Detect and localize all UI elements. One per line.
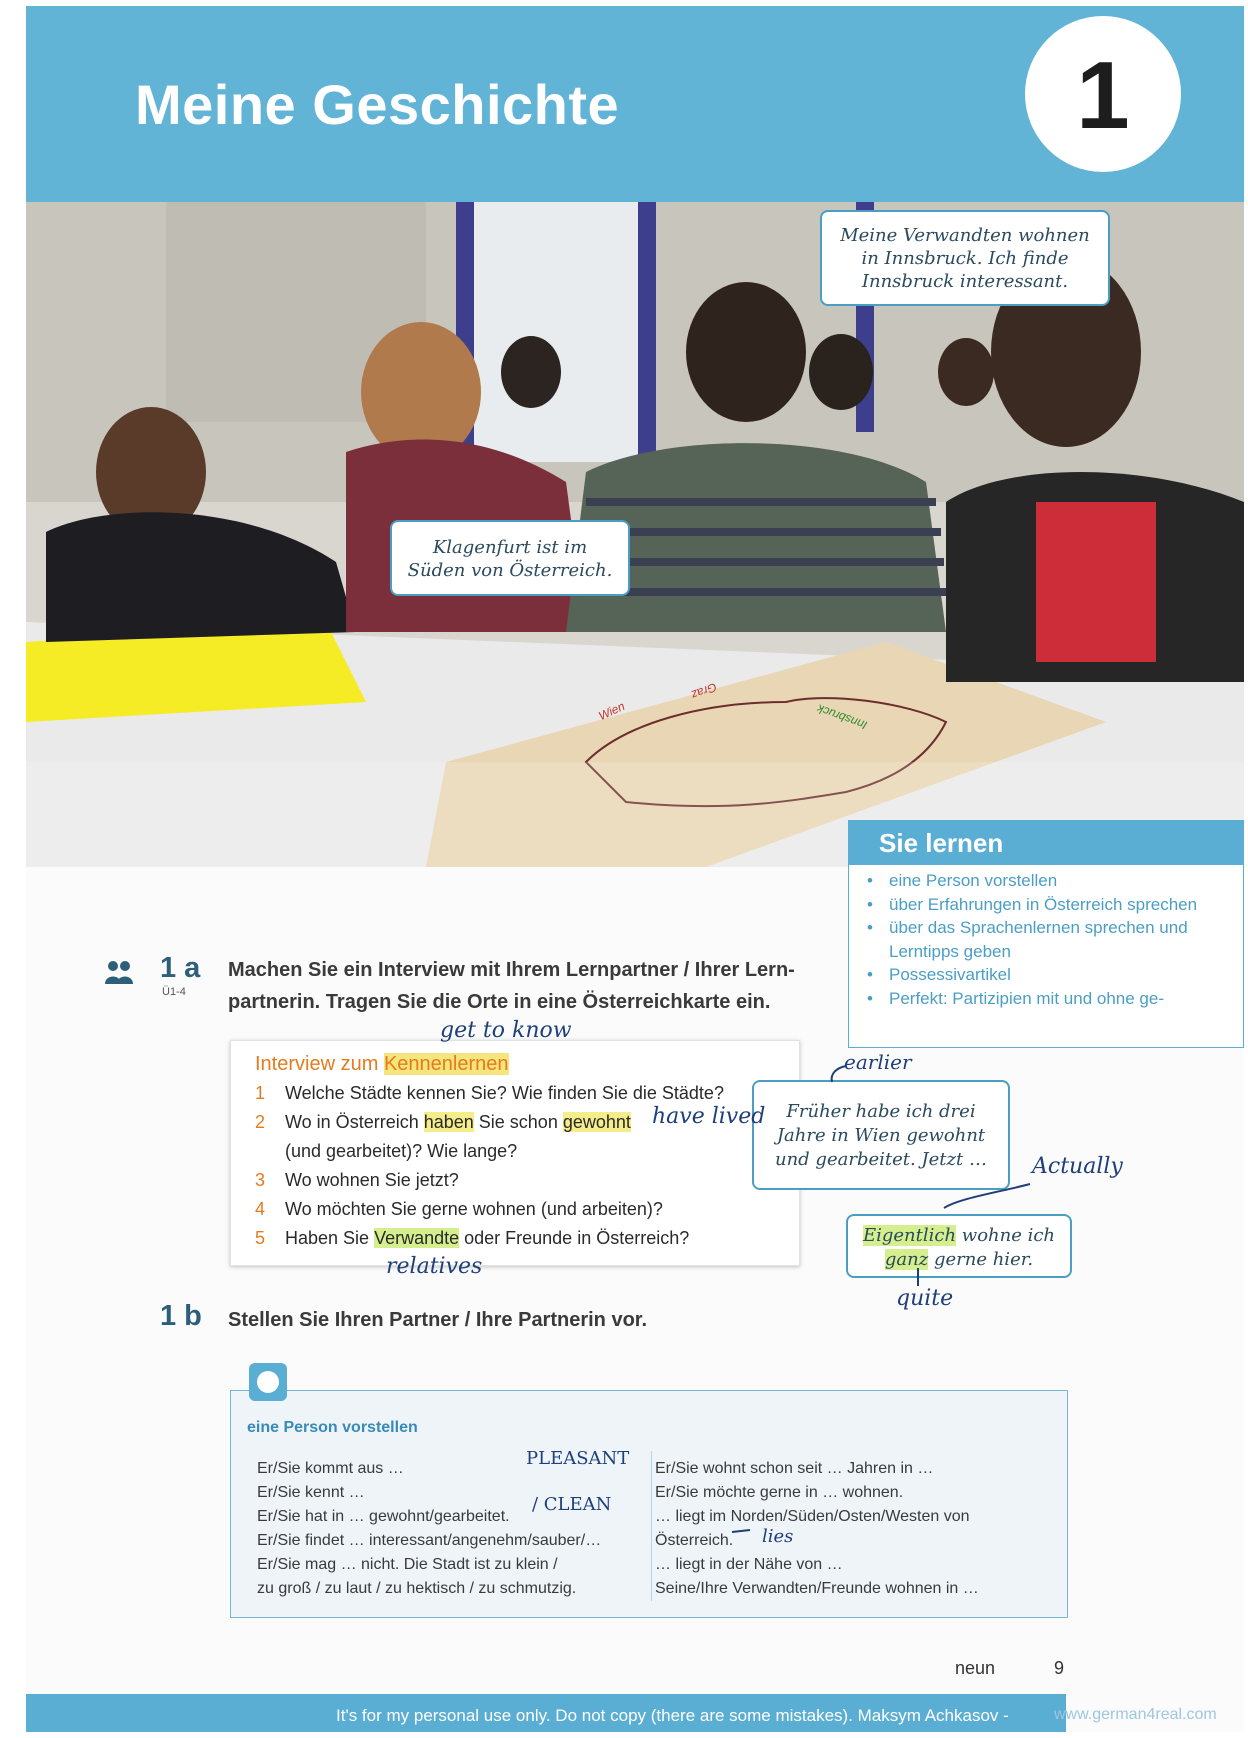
handwritten-get-to-know: get to know bbox=[440, 1018, 572, 1043]
task-1b-instruction: Stellen Sie Ihren Partner / Ihre Partnerin vor. bbox=[228, 1309, 648, 1331]
footer-note: It's for my personal use only. Do not copy (there are some mistakes). Maksym Achkasov - bbox=[336, 1706, 1009, 1725]
phrase-box bbox=[230, 1390, 1068, 1618]
handwritten-pleasant: PLEASANT bbox=[526, 1448, 630, 1469]
speech-balloon-icon bbox=[249, 1363, 287, 1401]
handwritten-relatives: relatives bbox=[386, 1254, 483, 1279]
phrase-line: Er/Sie wohnt schon seit … Jahren in … bbox=[655, 1460, 934, 1477]
phrase-line: Österreich. bbox=[655, 1532, 734, 1549]
task-1a-instruction-line1: Machen Sie ein Interview mit Ihrem Lernpartner / Ihrer Lern- bbox=[228, 959, 795, 981]
interview-question-1: 1 Welche Städte kennen Sie? Wie finden Sie die Städte? bbox=[255, 1083, 724, 1103]
phrase-column-left bbox=[257, 1457, 601, 1601]
phrase-column-divider bbox=[651, 1451, 652, 1601]
phrase-line: Seine/Ihre Verwandten/Freunde wohnen in … bbox=[655, 1580, 979, 1597]
interview-box bbox=[230, 1040, 800, 1266]
learning-goal-item: • über Erfahrungen in Österreich sprechen bbox=[889, 893, 1209, 917]
phrase-line: Er/Sie mag … nicht. Die Stadt ist zu klein / bbox=[257, 1556, 558, 1573]
interview-question-4: 4 Wo möchten Sie gerne wohnen (und arbeiten)? bbox=[255, 1199, 663, 1219]
speech-bubble-eigentlich: Eigentlich wohne ich ganz gerne hier. bbox=[846, 1214, 1072, 1278]
phrase-line: Er/Sie möchte gerne in … wohnen. bbox=[655, 1484, 904, 1501]
map-label-wien: Wien bbox=[596, 698, 627, 724]
interview-question-2: 2 Wo in Österreich haben Sie schon gewohnt bbox=[255, 1112, 631, 1132]
phrase-line: zu groß / zu laut / zu hektisch / zu schmutzig. bbox=[257, 1580, 577, 1597]
chapter-number: 1 bbox=[1076, 42, 1130, 149]
learning-goals-title: Sie lernen bbox=[849, 821, 1243, 865]
phrase-line: … liegt im Norden/Süden/Osten/Westen von bbox=[655, 1508, 970, 1525]
handwritten-quite: quite bbox=[896, 1286, 954, 1311]
speech-bubble-frueher: Früher habe ich drei Jahre in Wien gewohnt und gearbeitet. Jetzt … bbox=[752, 1080, 1010, 1190]
task-1b-number: 1 b bbox=[160, 1300, 202, 1332]
task-1a-instruction-line2: partnerin. Tragen Sie die Orte in eine Österreichkarte ein. bbox=[228, 991, 771, 1013]
handwritten-have-lived: have lived bbox=[652, 1104, 766, 1129]
phrase-column-right bbox=[655, 1457, 979, 1601]
chapter-title: Meine Geschichte bbox=[135, 73, 620, 136]
map-label-innsbruck: Innsbruck bbox=[815, 701, 869, 733]
handwritten-earlier: earlier bbox=[844, 1050, 912, 1074]
footer-url: www.german4real.com bbox=[1054, 1706, 1217, 1723]
handwritten-lies: lies bbox=[762, 1526, 794, 1547]
page-number: 9 bbox=[1054, 1658, 1065, 1678]
handwritten-actually: Actually bbox=[1032, 1154, 1123, 1179]
phrase-line: Er/Sie kommt aus … bbox=[257, 1460, 404, 1477]
phrase-box-title: eine Person vorstellen bbox=[247, 1419, 418, 1436]
interview-title-prefix: Interview zum bbox=[255, 1053, 384, 1075]
handwritten-clean: / CLEAN bbox=[532, 1494, 612, 1515]
phrase-line: … liegt in der Nähe von … bbox=[655, 1556, 843, 1573]
speech-bubble-innsbruck: Meine Verwandten wohnen in Innsbruck. Ich finde Innsbruck interessant. bbox=[820, 210, 1110, 306]
interview-question-2-cont: (und gearbeitet)? Wie lange? bbox=[285, 1141, 518, 1161]
partner-work-icon bbox=[104, 960, 134, 991]
learning-goal-item: • eine Person vorstellen bbox=[889, 869, 1209, 893]
learning-goal-item: • über das Sprachenlernen sprechen und Lerntipps geben bbox=[889, 916, 1209, 963]
learning-goals-box bbox=[848, 820, 1244, 1048]
task-1a-number: 1 a bbox=[160, 952, 201, 984]
learning-goal-item: • Possessivartikel bbox=[889, 963, 1209, 987]
map-label-graz: Graz bbox=[689, 679, 719, 703]
learning-goal-item: • Perfekt: Partizipien mit und ohne ge- bbox=[889, 987, 1209, 1011]
interview-title-highlight: Kennenlernen bbox=[383, 1053, 509, 1075]
interview-question-3: 3 Wo wohnen Sie jetzt? bbox=[255, 1170, 459, 1190]
phrase-line: Er/Sie hat in … gewohnt/gearbeitet. bbox=[257, 1508, 510, 1525]
interview-title bbox=[255, 1053, 509, 1076]
interview-question-5: 5 Haben Sie Verwandte oder Freunde in Österreich? bbox=[255, 1228, 690, 1248]
phrase-line: Er/Sie kennt … bbox=[257, 1484, 365, 1501]
task-1a-workbook-ref: Ü1-4 bbox=[162, 986, 186, 998]
learning-goals-list bbox=[863, 869, 1209, 1010]
page-number-word: neun bbox=[955, 1658, 996, 1678]
phrase-line: Er/Sie findet … interessant/angenehm/sauber/… bbox=[257, 1532, 602, 1549]
speech-bubble-klagenfurt: Klagenfurt ist im Süden von Österreich. bbox=[390, 520, 630, 596]
